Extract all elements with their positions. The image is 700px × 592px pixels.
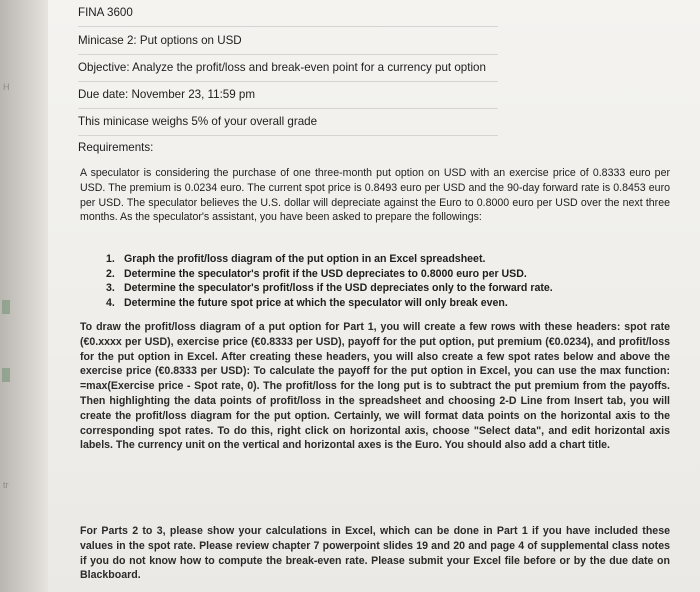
requirements-label: Requirements:: [78, 141, 154, 154]
list-item: 1. Graph the profit/loss diagram of the put option in an Excel spreadsheet.: [106, 253, 486, 265]
minicase-title: Minicase 2: Put options on USD: [78, 34, 242, 47]
list-item: 4. Determine the future spot price at which the speculator will only break even.: [106, 296, 508, 309]
course-code: FINA 3600: [78, 6, 133, 19]
closing-paragraph: For Parts 2 to 3, please show your calculations in Excel, which can be done in Part 1 if you have included these values in the spot rate. Please review chapter 7 powerpoint slides 19 and 20 and page 4 of supplemental class notes if you do not know how to compute the break-even rate. Please submit your Excel file before or by the due date on Blackboard.: [80, 525, 670, 582]
edge-color-mark: [2, 368, 10, 382]
list-item: 3. Determine the speculator's profit/loss if the USD depreciates only to the forward rate.: [106, 282, 553, 295]
divider: [78, 135, 498, 136]
document-page: [48, 0, 700, 592]
edge-mark-tr: tr: [3, 480, 9, 490]
objective: Objective: Analyze the profit/loss and break-even point for a currency put option: [78, 61, 486, 74]
due-date: Due date: November 23, 11:59 pm: [78, 88, 256, 101]
edge-color-mark: [2, 300, 10, 314]
left-page-edge: [0, 0, 48, 592]
list-item: 2. Determine the speculator's profit if the USD depreciates to 0.8000 euro per USD.: [106, 267, 527, 280]
grade-weight: This minicase weighs 5% of your overall grade: [78, 115, 318, 128]
divider: [78, 108, 498, 109]
divider: [78, 26, 498, 27]
divider: [78, 54, 498, 55]
divider: [78, 81, 498, 82]
scenario-paragraph: A speculator is considering the purchase of one three-month put option on USD with an exercise price of 0.8333 euro per USD. The premium is 0.0234 euro. The current spot price is 0.8493 euro per USD and the 90-day forward rate is 0.8453 euro per USD. The speculator believes the U.S. dollar will depreciate against the Euro to 0.8000 euro per USD over the next three months. As the speculator's assistant, you have been asked to prepare the followings:: [80, 167, 670, 224]
instructions-paragraph: To draw the profit/loss diagram of a put option for Part 1, you will create a few rows with these headers: spot rate (€0.xxxx per USD), exercise price (€0.8333 per USD), payoff for the put option, put premium (€0.0234), and profit/loss for the put option in Excel. After creating these headers, you will also create a few spot rates below and above the exercise price (€0.8333 per USD): To calculate the payoff for the put option in Excel, you can use the max function: =max(Exercise price - Spot rate, 0). The profit/loss for the long put is to subtract the put premium from the payoffs. Then highlighting the data points of profit/loss in the spreadsheet and choosing 2-D Line from Insert tab, you will create the profit/loss diagram for the put option. Certainly, we will format data points on the horizontal axis to the corresponding spot rates. To do this, right click on horizontal axis, choose "Select data", and edit horizontal axis labels. The currency unit on the vertical and horizontal axes is the Euro. You should also add a chart title.: [80, 321, 670, 452]
edge-mark-h: H: [3, 82, 10, 92]
task-list: [106, 252, 553, 310]
